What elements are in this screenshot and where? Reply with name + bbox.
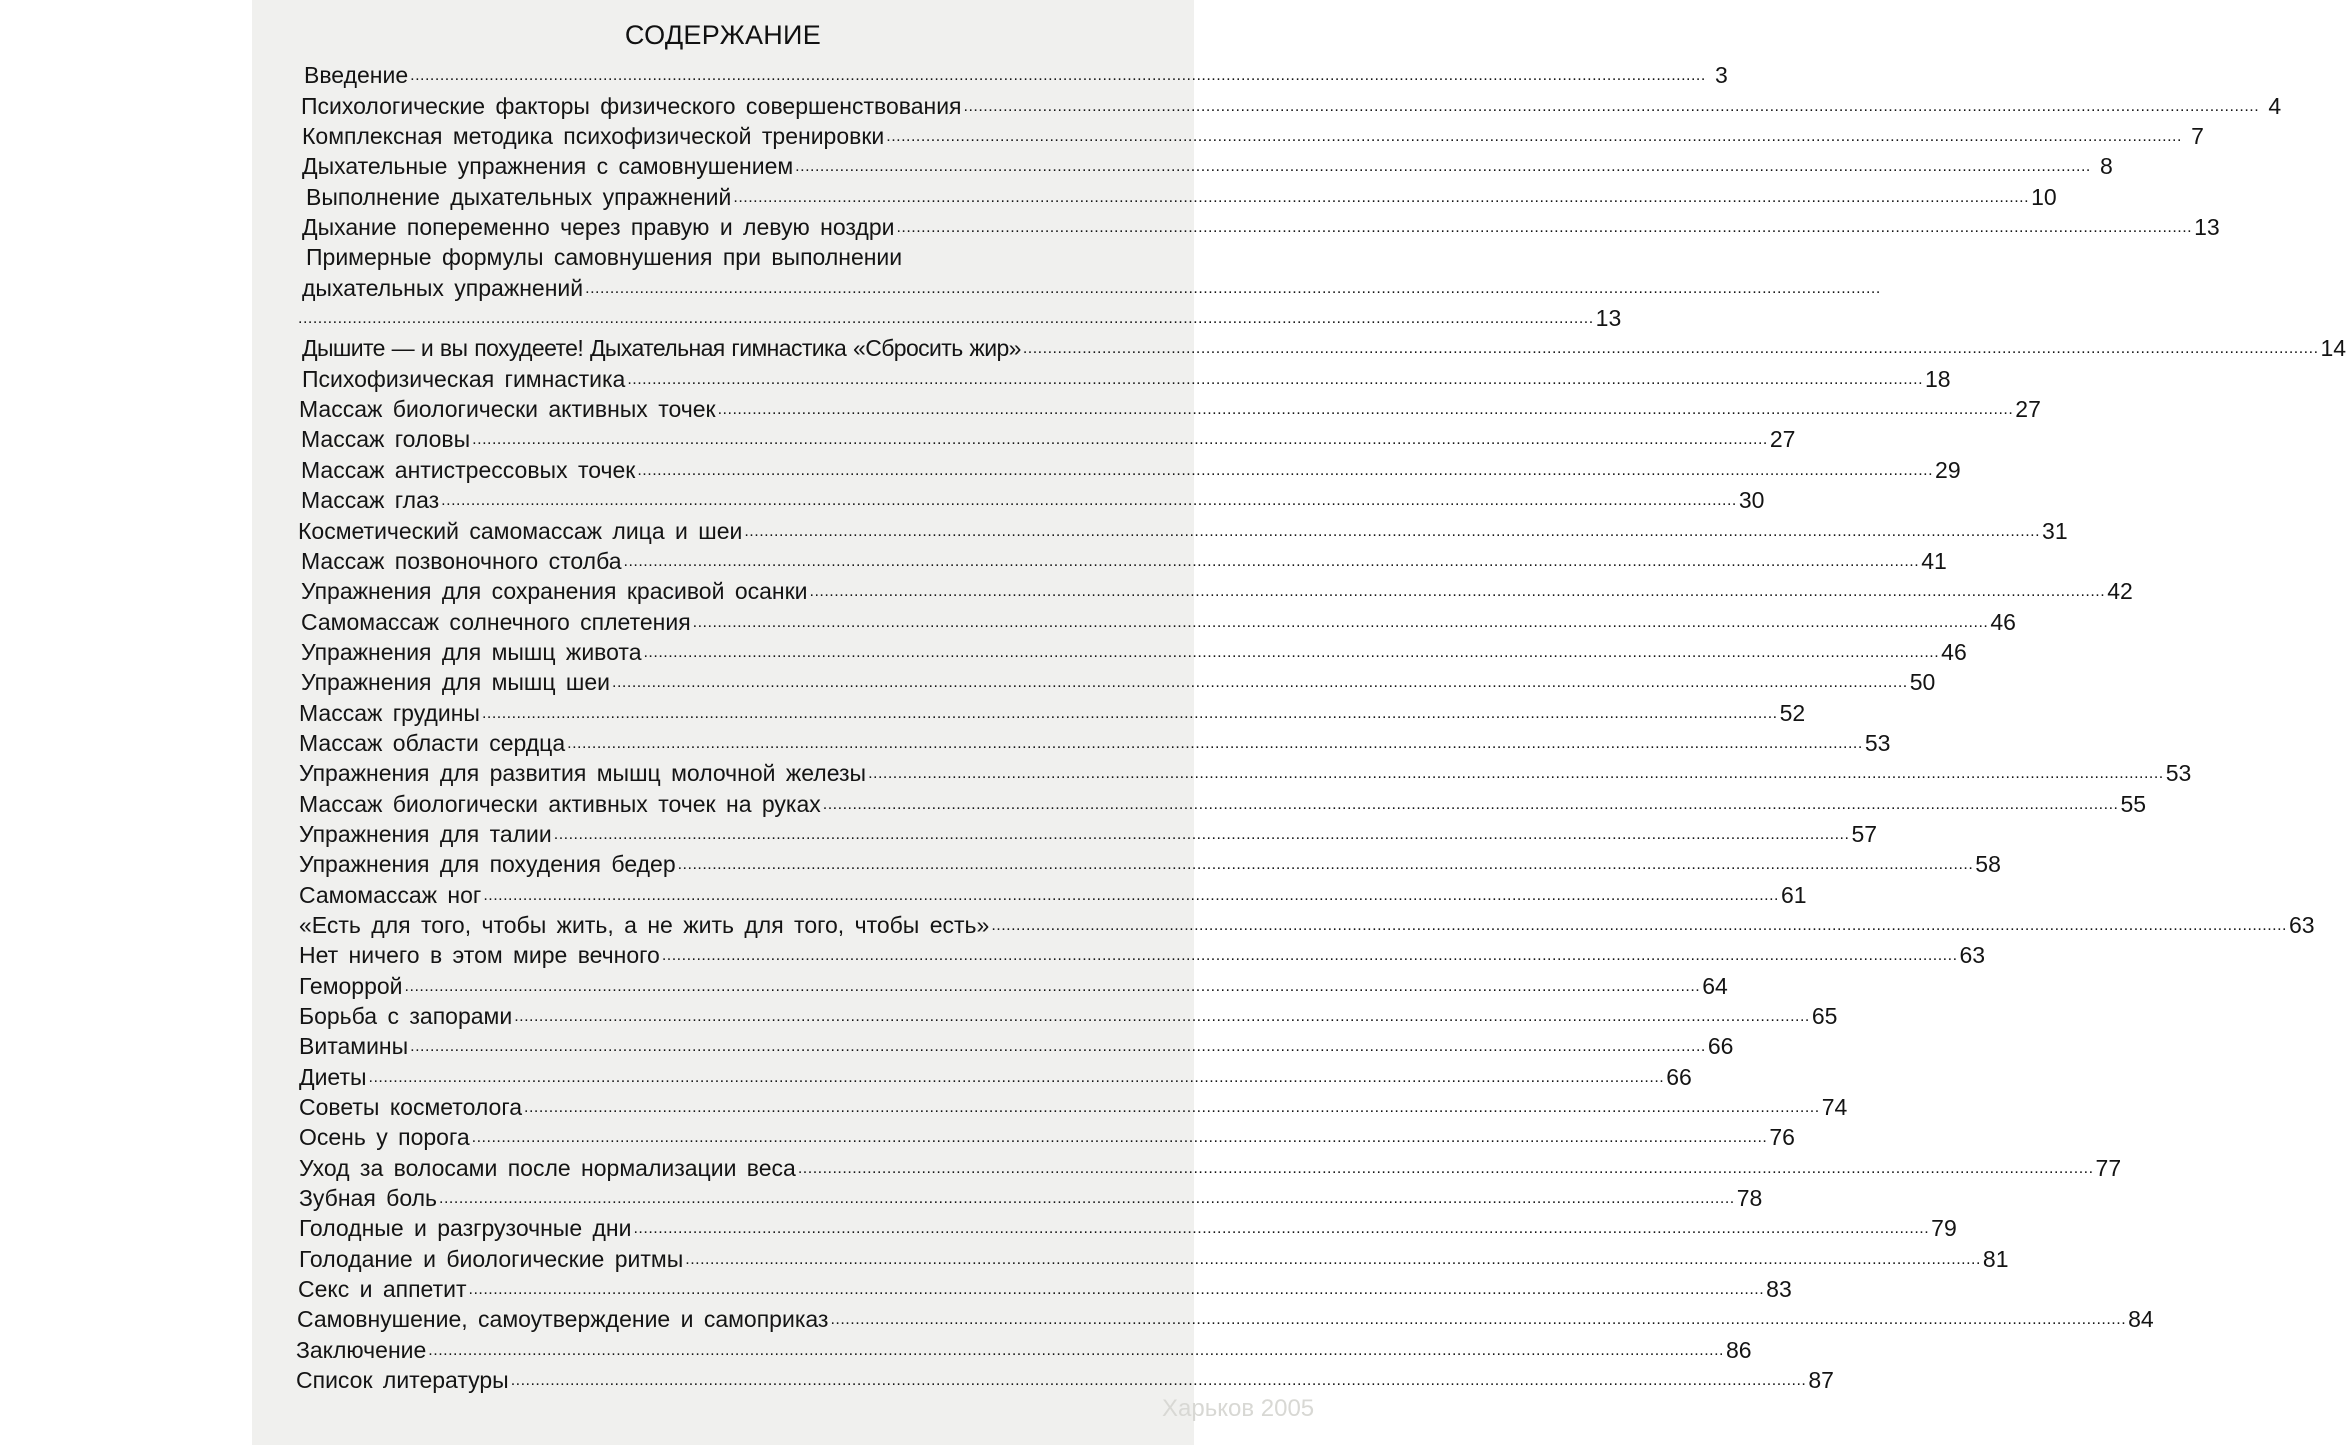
- toc-entry-page: 55: [2120, 790, 2147, 817]
- toc-entry-title: Дыхательные упражнения с самовнушением: [302, 153, 794, 180]
- toc-entry: [296, 512, 2068, 544]
- toc-leader-dots: [624, 554, 1920, 570]
- toc-entry-page: 65: [1811, 1003, 1838, 1029]
- toc-entry-title: Советы косметолога: [299, 1094, 523, 1121]
- toc-entry-title: Заключение: [296, 1336, 427, 1363]
- toc-entry-page: 81: [1982, 1245, 2009, 1272]
- toc-entry-title: Голодные и разгрузочные дни: [299, 1215, 632, 1242]
- toc-entry: [296, 421, 1796, 453]
- toc-entry: [296, 1271, 1792, 1303]
- toc-entry-title: Нет ничего в этом мире вечного: [299, 942, 660, 969]
- toc-entry-page: 66: [1666, 1063, 1692, 1090]
- toc-entry-page: 84: [2128, 1306, 2154, 1333]
- toc-entry-title: Дышите — и вы похудеете! Дыхательная гимнастика «Сбросить жир»: [302, 335, 1021, 362]
- toc-leader-dots: [612, 675, 1908, 691]
- toc-entry: [296, 785, 2147, 817]
- toc-entry-page: 29: [1935, 456, 1961, 483]
- toc-entry: [296, 543, 1947, 574]
- toc-leader-dots: [472, 1130, 1768, 1146]
- toc-entry-page: 10: [2031, 183, 2057, 210]
- toc-entry-title: Косметический самомассаж лица и шеи: [298, 517, 743, 544]
- toc-entry-page: 77: [2095, 1154, 2122, 1181]
- toc-leader-dots: [964, 99, 2260, 115]
- toc-leader-dots: [886, 129, 2182, 145]
- toc-leader-dots: [798, 1161, 2094, 1177]
- toc-leader-dots: [733, 190, 2029, 206]
- toc-entry-title: Массаж антистрессовых точек: [301, 456, 636, 483]
- toc-leader-dots: [718, 402, 2014, 418]
- toc-entry: [296, 209, 2220, 241]
- toc-entry: [296, 907, 2315, 938]
- toc-entry: [296, 725, 1891, 756]
- toc-entry: [296, 178, 2057, 210]
- toc-entry: [296, 330, 2346, 362]
- toc-leader-dots: [810, 584, 2106, 600]
- toc-entry-title: Психофизическая гимнастика: [302, 365, 626, 392]
- toc-entry: [296, 1180, 1763, 1212]
- toc-entry-title: Самовнушение, самоутверждение и самоприказ: [297, 1306, 829, 1333]
- toc-leader-dots: [868, 766, 2164, 782]
- toc-entry: [296, 118, 2204, 150]
- toc-entry-page: 74: [1821, 1094, 1848, 1121]
- toc-entry-title: Дыхание попеременно через правую и левую ноздри: [302, 214, 895, 241]
- toc-entry-page: 57: [1851, 820, 1878, 847]
- toc-leader-dots: [298, 311, 1594, 327]
- toc-entry-page: 50: [1909, 669, 1936, 696]
- toc-entry: [296, 391, 2041, 423]
- toc-entry-page: 83: [1766, 1276, 1792, 1303]
- toc-leader-dots: [585, 281, 591, 297]
- toc-entry-title: Секс и аппетит: [298, 1276, 467, 1303]
- toc-entry-title: Упражнения для мышц живота: [301, 638, 642, 665]
- toc-entry-title: Борьба с запорами: [299, 1003, 513, 1029]
- toc-entry-page: 31: [2042, 517, 2068, 544]
- toc-entry: [296, 603, 2016, 635]
- toc-entry-page: 3: [1715, 62, 1728, 89]
- toc-leader-dots: [633, 1221, 1929, 1237]
- toc-entry: [296, 1240, 2009, 1272]
- toc-entry-page: 87: [1808, 1367, 1834, 1394]
- toc-entry-title: Осень у порога: [299, 1124, 470, 1151]
- toc-entry-page: 18: [1925, 365, 1951, 392]
- toc-entry-title: Психологические факторы физического совершенствования: [301, 92, 962, 119]
- toc-leader-dots: [744, 524, 2040, 540]
- toc-entry: [296, 573, 2133, 605]
- toc-entry-page: 46: [1990, 608, 2016, 635]
- toc-entry-title: Геморрой: [299, 972, 403, 999]
- toc-entry-title: Диеты: [299, 1063, 367, 1090]
- toc-entry: [296, 482, 1765, 514]
- toc-entry-title: Список литературы: [296, 1367, 509, 1394]
- toc-leader-dots: [678, 857, 1974, 873]
- toc-entry-page: 52: [1779, 699, 1806, 726]
- toc-entry-title: Упражнения для развития мышц молочной железы: [299, 760, 867, 787]
- toc-entry: [296, 876, 1807, 908]
- toc-entry-title: Уход за волосами после нормализации веса: [299, 1154, 796, 1181]
- toc-leader-dots: [1023, 341, 2319, 357]
- toc-entry-page: 13: [2194, 214, 2220, 241]
- toc-entry: [296, 148, 2113, 180]
- toc-leader-dots: [410, 68, 1706, 84]
- toc-entry: [296, 694, 1806, 726]
- toc-leader-dots: [643, 645, 1939, 661]
- toc-entry-page: 61: [1781, 881, 1807, 908]
- toc-entry-title: Введение: [304, 62, 409, 89]
- toc-leader-dots: [627, 372, 1923, 388]
- toc-entry: [296, 87, 2282, 119]
- toc-entry-page: 58: [1975, 851, 2001, 878]
- toc-entry: [296, 360, 1951, 392]
- toc-entry: [296, 816, 1878, 847]
- toc-entry-page: 79: [1931, 1215, 1957, 1242]
- show-through-text: Харьков 2005: [1162, 1395, 1315, 1422]
- toc-entry-title: Массаж области сердца: [299, 729, 566, 756]
- toc-entry: [296, 269, 1176, 299]
- toc-leader-dots: [823, 797, 2119, 813]
- toc-entry: [296, 451, 1961, 483]
- toc-entry-page: 7: [2191, 123, 2204, 150]
- toc-entry-page: 86: [1725, 1336, 1752, 1363]
- toc-leader-dots: [469, 1282, 1765, 1298]
- toc-entry: [296, 664, 1936, 696]
- toc-entry-title: Голодание и биологические ритмы: [299, 1245, 684, 1272]
- toc-leader-dots: [511, 1373, 1807, 1389]
- toc-leader-dots: [991, 918, 2287, 934]
- toc-entry: [296, 1362, 1834, 1394]
- toc-entry-page: 78: [1736, 1185, 1763, 1212]
- toc-leader-dots: [662, 948, 1958, 964]
- toc-entry: [296, 998, 1838, 1029]
- toc-leader-dots: [693, 615, 1989, 631]
- toc-entry-title: Массаж головы: [301, 426, 471, 453]
- toc-entry-title: Упражнения для сохранения красивой осанки: [301, 578, 808, 605]
- toc-entry: [296, 967, 1728, 999]
- toc-leader-dots: [482, 706, 1778, 722]
- toc-leader-dots: [524, 1100, 1820, 1116]
- toc-entry-page: 8: [2100, 153, 2113, 180]
- toc-entry-page: 66: [1707, 1033, 1734, 1060]
- toc-leader-dots: [405, 979, 1701, 995]
- toc-entry-title: Массаж грудины: [299, 699, 480, 726]
- toc-leader-dots: [896, 220, 2192, 236]
- toc-entry: [296, 1058, 1692, 1090]
- toc-entry-title: Массаж позвоночного столба: [301, 547, 622, 574]
- toc-entry-title: Упражнения для талии: [299, 820, 552, 847]
- toc-entry-title: Самомассаж ног: [299, 881, 482, 908]
- toc-entry-page: 14: [2320, 335, 2346, 362]
- toc-entry-page: 27: [1769, 426, 1796, 453]
- toc-entry: [296, 1149, 2122, 1181]
- toc-entry-title: Массаж глаз: [301, 487, 440, 514]
- toc-entry: [296, 846, 2001, 878]
- toc-entry-title: дыхательных упражнений: [302, 274, 584, 301]
- toc-entry-page: 64: [1702, 972, 1728, 999]
- toc-entry-title: «Есть для того, чтобы жить, а не жить для того, чтобы есть»: [299, 911, 990, 938]
- book-page: [252, 0, 2346, 1445]
- toc-entry-title: Самомассаж солнечного сплетения: [301, 608, 691, 635]
- toc-leader-dots: [439, 1191, 1735, 1207]
- toc-leader-dots: [428, 1343, 1724, 1359]
- toc-entry-page: 30: [1738, 487, 1765, 514]
- toc-leader-dots: [472, 432, 1768, 448]
- toc-entry-page: 27: [2015, 396, 2041, 423]
- toc-leader-dots: [483, 888, 1779, 904]
- toc-entry-page: 46: [1941, 638, 1967, 665]
- toc-entry-title: Упражнения для мышц шеи: [301, 669, 611, 696]
- toc-entry-title: Витамины: [299, 1033, 409, 1060]
- toc-entry-title: Массаж биологически активных точек на руках: [299, 790, 821, 817]
- toc-entry-title: Массаж биологически активных точек: [299, 396, 716, 423]
- toc-entry-title: Комплексная методика психофизической тренировки: [302, 123, 885, 150]
- toc-leader-dots: [554, 827, 1850, 843]
- toc-leader-dots: [410, 1039, 1706, 1055]
- toc-entry-page: 53: [1864, 729, 1891, 756]
- toc-entry: [296, 1210, 1957, 1242]
- toc-entry: [296, 1331, 1752, 1363]
- toc-leader-dots: [567, 736, 1863, 752]
- toc-leader-dots: [441, 493, 1737, 509]
- toc-entry: [296, 634, 1967, 665]
- toc-entry: [296, 239, 1176, 269]
- toc-leader-dots: [830, 1312, 2126, 1328]
- toc-entry-title: Примерные формулы самовнушения при выполнении: [306, 244, 903, 271]
- toc-entry: [296, 57, 1728, 89]
- toc-entry-title: Упражнения для похудения бедер: [299, 851, 676, 878]
- toc-entry: [296, 300, 1622, 332]
- toc-leader-dots: [637, 463, 1933, 479]
- toc-entry-title: Зубная боль: [299, 1185, 438, 1212]
- toc-entry: [296, 937, 1986, 969]
- toc-entry-title: Выполнение дыхательных упражнений: [306, 183, 732, 210]
- toc-entry-page: 4: [2268, 92, 2282, 119]
- page-title: СОДЕРЖАНИЕ: [624, 20, 822, 50]
- toc-entry: [296, 1028, 1734, 1060]
- toc-entry-page: 42: [2107, 578, 2133, 605]
- toc-leader-dots: [795, 159, 2091, 175]
- toc-entry: [296, 755, 2192, 787]
- toc-entry: [296, 1119, 1795, 1151]
- toc-entry: [296, 1301, 2154, 1333]
- toc-leader-dots: [514, 1009, 1810, 1025]
- table-of-contents: [296, 57, 2346, 1394]
- toc-entry-page: 13: [1595, 305, 1622, 332]
- toc-entry-page: 63: [1959, 942, 1986, 969]
- toc-entry-page: 41: [1921, 547, 1947, 574]
- toc-entry-page: 53: [2165, 760, 2192, 787]
- toc-entry-page: 63: [2289, 911, 2315, 938]
- toc-entry-page: 76: [1769, 1124, 1795, 1151]
- toc-entry: [296, 1089, 1848, 1121]
- toc-leader-dots: [685, 1252, 1981, 1268]
- toc-leader-dots: [369, 1070, 1665, 1086]
